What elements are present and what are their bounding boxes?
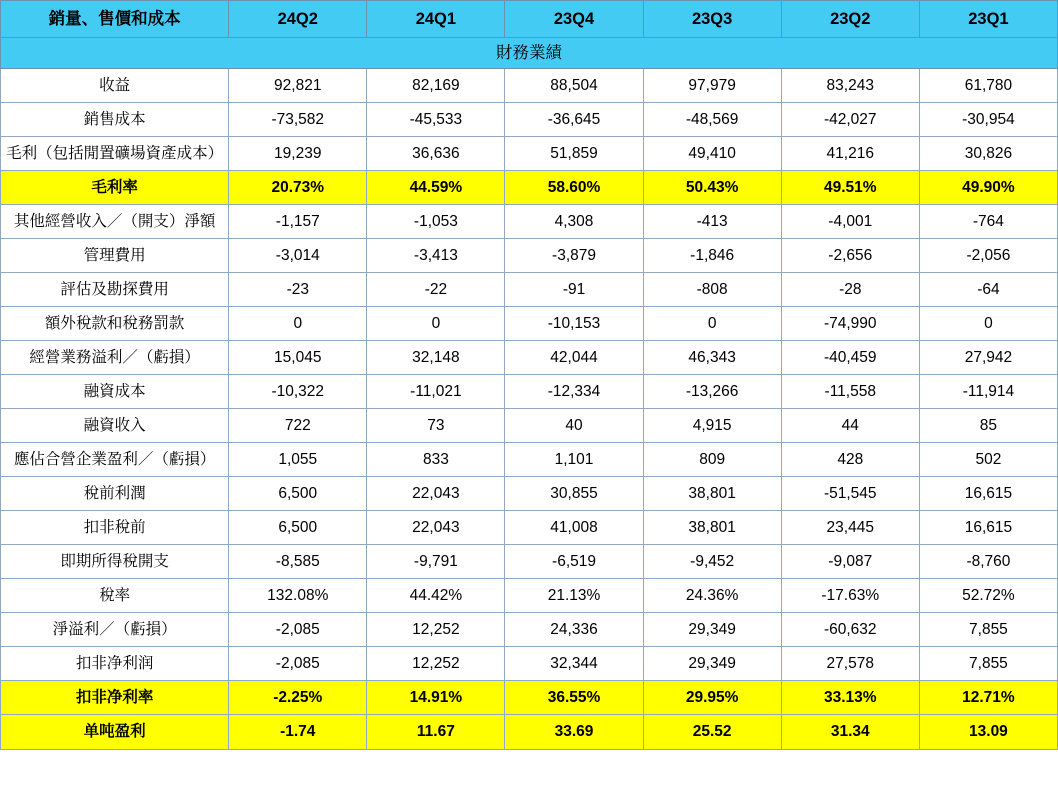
row-value: 33.13%	[781, 681, 919, 715]
row-value: -64	[919, 273, 1057, 307]
row-value: 73	[367, 409, 505, 443]
row-value: 0	[919, 307, 1057, 341]
row-value: 61,780	[919, 69, 1057, 103]
row-value: -2,085	[229, 647, 367, 681]
row-label: 評估及勘探費用	[1, 273, 229, 307]
row-value: 29,349	[643, 613, 781, 647]
row-value: 50.43%	[643, 171, 781, 205]
table-row	[1, 69, 1058, 103]
row-value: -22	[367, 273, 505, 307]
row-value: -808	[643, 273, 781, 307]
section-band-label: 財務業績	[1, 38, 1058, 69]
row-value: 27,578	[781, 647, 919, 681]
row-value: 13.09	[919, 715, 1057, 750]
row-value: 21.13%	[505, 579, 643, 613]
row-value: 97,979	[643, 69, 781, 103]
table-row	[1, 341, 1058, 375]
row-value: 15,045	[229, 341, 367, 375]
row-value: 11.67	[367, 715, 505, 750]
table-row	[1, 205, 1058, 239]
row-value: 49,410	[643, 137, 781, 171]
row-label: 融資收入	[1, 409, 229, 443]
table-header	[1, 1, 1058, 38]
table-row	[1, 477, 1058, 511]
row-value: 16,615	[919, 477, 1057, 511]
row-value: 24.36%	[643, 579, 781, 613]
column-header-metric: 銷量、售價和成本	[1, 1, 229, 38]
row-value: -48,569	[643, 103, 781, 137]
row-value: 41,008	[505, 511, 643, 545]
row-value: 0	[367, 307, 505, 341]
row-value: -9,452	[643, 545, 781, 579]
row-value: 38,801	[643, 477, 781, 511]
table-row	[1, 443, 1058, 477]
row-value: -17.63%	[781, 579, 919, 613]
row-value: 29,349	[643, 647, 781, 681]
row-value: 7,855	[919, 647, 1057, 681]
row-value: -36,645	[505, 103, 643, 137]
row-value: 88,504	[505, 69, 643, 103]
row-label: 收益	[1, 69, 229, 103]
row-value: 16,615	[919, 511, 1057, 545]
row-label: 銷售成本	[1, 103, 229, 137]
row-value: -3,014	[229, 239, 367, 273]
row-value: 32,344	[505, 647, 643, 681]
row-value: 0	[643, 307, 781, 341]
row-value: -60,632	[781, 613, 919, 647]
row-value: -1,157	[229, 205, 367, 239]
table-body	[1, 38, 1058, 750]
row-value: 22,043	[367, 511, 505, 545]
section-band-row	[1, 38, 1058, 69]
row-value: 49.51%	[781, 171, 919, 205]
table-row	[1, 239, 1058, 273]
row-value: 24,336	[505, 613, 643, 647]
row-label: 毛利（包括閒置礦場資產成本）	[1, 137, 229, 171]
table-row	[1, 273, 1058, 307]
row-value: -10,153	[505, 307, 643, 341]
row-value: -1,053	[367, 205, 505, 239]
row-value: 44.59%	[367, 171, 505, 205]
row-label: 經營業務溢利／（虧損）	[1, 341, 229, 375]
row-value: 12,252	[367, 613, 505, 647]
row-value: 42,044	[505, 341, 643, 375]
row-value: -2,085	[229, 613, 367, 647]
row-value: -8,585	[229, 545, 367, 579]
table-row	[1, 511, 1058, 545]
column-header-23q1: 23Q1	[919, 1, 1057, 38]
row-value: -11,558	[781, 375, 919, 409]
row-value: 6,500	[229, 511, 367, 545]
row-value: 41,216	[781, 137, 919, 171]
row-value: 52.72%	[919, 579, 1057, 613]
row-value: 32,148	[367, 341, 505, 375]
row-value: 12,252	[367, 647, 505, 681]
row-label: 稅率	[1, 579, 229, 613]
row-value: 58.60%	[505, 171, 643, 205]
row-value: 92,821	[229, 69, 367, 103]
row-value: 722	[229, 409, 367, 443]
row-value: -12,334	[505, 375, 643, 409]
row-value: 833	[367, 443, 505, 477]
row-value: -413	[643, 205, 781, 239]
row-label: 管理費用	[1, 239, 229, 273]
row-value: -73,582	[229, 103, 367, 137]
row-value: 83,243	[781, 69, 919, 103]
table-row	[1, 613, 1058, 647]
row-value: 22,043	[367, 477, 505, 511]
table-row	[1, 137, 1058, 171]
row-label: 融資成本	[1, 375, 229, 409]
column-header-23q3: 23Q3	[643, 1, 781, 38]
row-value: -4,001	[781, 205, 919, 239]
row-value: 30,855	[505, 477, 643, 511]
row-value: -13,266	[643, 375, 781, 409]
row-value: 82,169	[367, 69, 505, 103]
row-value: -11,021	[367, 375, 505, 409]
row-value: 7,855	[919, 613, 1057, 647]
row-value: -42,027	[781, 103, 919, 137]
row-value: 29.95%	[643, 681, 781, 715]
row-value: 12.71%	[919, 681, 1057, 715]
row-value: 4,308	[505, 205, 643, 239]
table-header-row	[1, 1, 1058, 38]
row-value: -2,056	[919, 239, 1057, 273]
row-value: -3,879	[505, 239, 643, 273]
table-row	[1, 715, 1058, 750]
row-value: 36.55%	[505, 681, 643, 715]
row-value: 132.08%	[229, 579, 367, 613]
row-value: 49.90%	[919, 171, 1057, 205]
row-value: 0	[229, 307, 367, 341]
row-value: 809	[643, 443, 781, 477]
column-header-24q2: 24Q2	[229, 1, 367, 38]
row-value: 502	[919, 443, 1057, 477]
row-value: 85	[919, 409, 1057, 443]
row-value: 38,801	[643, 511, 781, 545]
row-value: 23,445	[781, 511, 919, 545]
row-value: -3,413	[367, 239, 505, 273]
row-value: -764	[919, 205, 1057, 239]
row-value: -2,656	[781, 239, 919, 273]
table-row	[1, 375, 1058, 409]
row-value: -45,533	[367, 103, 505, 137]
table-row	[1, 307, 1058, 341]
table-row	[1, 409, 1058, 443]
row-value: 1,055	[229, 443, 367, 477]
row-label: 单吨盈利	[1, 715, 229, 750]
row-label: 即期所得稅開支	[1, 545, 229, 579]
row-label: 扣非稅前	[1, 511, 229, 545]
row-label: 淨溢利／（虧損）	[1, 613, 229, 647]
row-value: 1,101	[505, 443, 643, 477]
row-value: -1.74	[229, 715, 367, 750]
row-value: -8,760	[919, 545, 1057, 579]
row-value: 31.34	[781, 715, 919, 750]
row-value: 51,859	[505, 137, 643, 171]
row-value: 36,636	[367, 137, 505, 171]
row-value: 14.91%	[367, 681, 505, 715]
row-value: -9,791	[367, 545, 505, 579]
row-label: 毛利率	[1, 171, 229, 205]
row-value: -1,846	[643, 239, 781, 273]
row-value: 19,239	[229, 137, 367, 171]
column-header-23q2: 23Q2	[781, 1, 919, 38]
row-value: -30,954	[919, 103, 1057, 137]
row-value: 33.69	[505, 715, 643, 750]
row-value: 4,915	[643, 409, 781, 443]
column-header-23q4: 23Q4	[505, 1, 643, 38]
row-label: 扣非净利润	[1, 647, 229, 681]
row-value: -40,459	[781, 341, 919, 375]
row-value: 6,500	[229, 477, 367, 511]
table-row	[1, 647, 1058, 681]
row-value: 27,942	[919, 341, 1057, 375]
row-value: 44	[781, 409, 919, 443]
row-label: 應佔合營企業盈利／（虧損）	[1, 443, 229, 477]
row-value: 44.42%	[367, 579, 505, 613]
row-value: -23	[229, 273, 367, 307]
row-label: 扣非净利率	[1, 681, 229, 715]
column-header-24q1: 24Q1	[367, 1, 505, 38]
row-value: -10,322	[229, 375, 367, 409]
row-value: 46,343	[643, 341, 781, 375]
table-row	[1, 545, 1058, 579]
row-label: 稅前利潤	[1, 477, 229, 511]
row-value: -51,545	[781, 477, 919, 511]
row-value: 40	[505, 409, 643, 443]
row-value: 30,826	[919, 137, 1057, 171]
row-value: 20.73%	[229, 171, 367, 205]
row-value: -28	[781, 273, 919, 307]
table-row	[1, 579, 1058, 613]
row-value: -2.25%	[229, 681, 367, 715]
row-value: -9,087	[781, 545, 919, 579]
row-label: 額外稅款和稅務罰款	[1, 307, 229, 341]
row-value: -74,990	[781, 307, 919, 341]
row-label: 其他經營收入／（開支）淨額	[1, 205, 229, 239]
table-row	[1, 171, 1058, 205]
row-value: -11,914	[919, 375, 1057, 409]
row-value: 428	[781, 443, 919, 477]
table-row	[1, 681, 1058, 715]
row-value: -6,519	[505, 545, 643, 579]
row-value: -91	[505, 273, 643, 307]
row-value: 25.52	[643, 715, 781, 750]
table-row	[1, 103, 1058, 137]
